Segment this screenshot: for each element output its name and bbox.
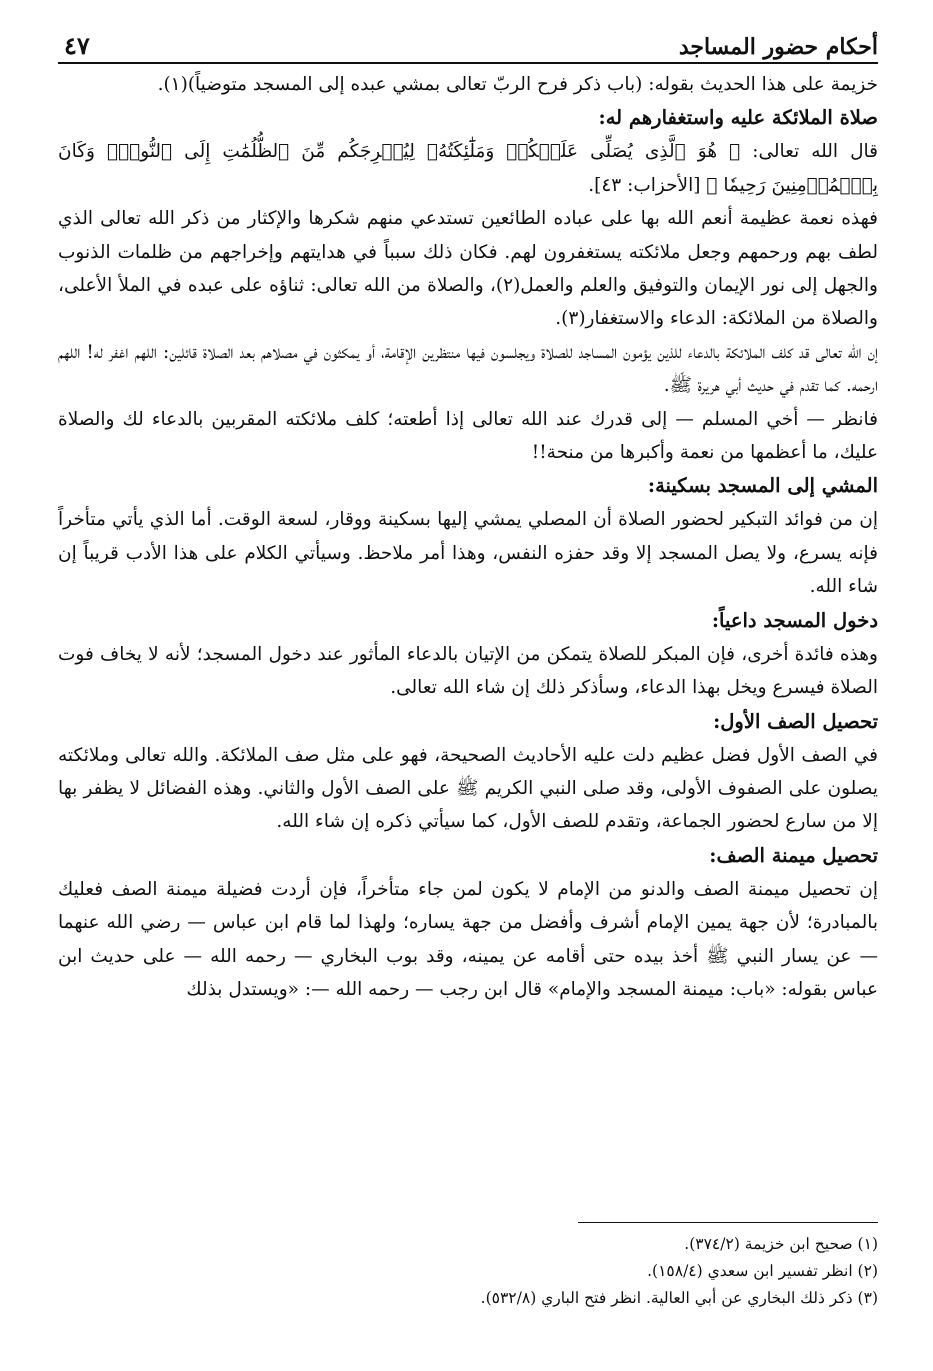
page-header bbox=[58, 22, 878, 64]
paragraph: فانظر — أخي المسلم — إلى قدرك عند الله تعالى إذا أطعته؛ كلف ملائكته المقربين بالدعاء لك والصلاة عليك، ما أعظمها من نعمة وأكبرها من منحة!! bbox=[58, 408, 878, 464]
paragraph: إن الله تعالى قد كلف الملائكة بالدعاء للذين يؤمون المساجد للصلاة ويجلسون فيها منتظرين الإقامة، أو يمكثون في مصلاهم بعد الصلاة قائلين: اللهم اغفر له! اللهم ارحمه. كما تقدم في حديث أبي هريرة ﷺ. bbox=[58, 341, 878, 397]
paragraph: فهذه نعمة عظيمة أنعم الله بها على عباده الطائعين تستدعي منهم شكرها والإكثار من ذكر الله تعالى الذي لطف بهم ورحمهم وجعل ملائكته يستغفرون لهم. فكان ذلك سبباً في هدايتهم وإخراجهم من ظلمات الذنوب والجهل إلى نور الإيمان والتوفيق والعلم والعمل(٢)، والصلاة من الله تعالى: ثناؤه على عبده في الملأ الأعلى، والصلاة من الملائكة: الدعاء والاستغفار(٣). bbox=[58, 208, 878, 330]
footnote: (٢) انظر تفسير ابن سعدي (١٥٨/٤). bbox=[647, 1262, 878, 1280]
footnotes bbox=[58, 1222, 878, 1312]
paragraph: إن من فوائد التبكير لحضور الصلاة أن المصلي يمشي إليها بسكينة ووقار، لسعة الوقت. أما الذي يأتي متأخراً فإنه يسرع، ولا يصل المسجد إلا وقد حفزه النفس، وهذا أمر ملاحظ. وسيأتي الكلام على هذا الأدب قريباً إن شاء الله. bbox=[58, 509, 878, 598]
section-heading: المشي إلى المسجد بسكينة: bbox=[647, 474, 878, 498]
footnote: (٣) ذكر ذلك البخاري عن أبي العالية. انظر فتح الباري (٥٣٢/٨). bbox=[480, 1289, 878, 1307]
section-heading: تحصيل ميمنة الصف: bbox=[709, 843, 878, 867]
footnote: (١) صحيح ابن خزيمة (٣٧٤/٢). bbox=[684, 1235, 878, 1253]
book-page bbox=[58, 22, 878, 1006]
section-heading: دخول المسجد داعياً: bbox=[711, 608, 878, 632]
body-text bbox=[58, 68, 878, 1006]
paragraph: في الصف الأول فضل عظيم دلت عليه الأحاديث الصحيحة، فهو على مثل صف الملائكة. والله تعالى وملائكته يصلون على الصفوف الأولى، وقد صلى النبي الكريم ﷺ على الصف الأول والثاني. وهذه الفضائل لا يظفر بها إلا من سارع لحضور الجماعة، وتقدم للصف الأول، كما سيأتي ذكره إن شاء الله. bbox=[58, 744, 878, 833]
section-heading: تحصيل الصف الأول: bbox=[713, 709, 878, 733]
paragraph: خزيمة على هذا الحديث بقوله: (باب ذكر فرح الربّ تعالى بمشي عبده إلى المسجد متوضياً)(١). bbox=[157, 74, 878, 95]
quran-verse: قال الله تعالى: ﴿ هُوَ ٱلَّذِى يُصَلِّى عَلَيۡكُمۡ وَمَلَٰٓئِكَتُهُۥ لِيُخۡرِجَكُم مِّنَ ٱلظُّلُمَٰتِ إِلَى ٱلنُّورِۚ وَكَانَ بِٱلۡمُؤۡمِنِينَ رَحِيمٗا ﴾ [الأحزاب: ٤٣]. bbox=[58, 141, 878, 196]
page-number: ٤٧ bbox=[64, 31, 90, 60]
paragraph: إن تحصيل ميمنة الصف والدنو من الإمام لا يكون لمن جاء متأخراً، فإن أردت فضيلة ميمنة الصف فعليك بالمبادرة؛ لأن جهة يمين الإمام أشرف وأفضل من جهة يساره؛ ولهذا لما قام ابن عباس — رضي الله عنهما — عن يسار النبي ﷺ أخذ بيده حتى أقامه عن يمينه، وقد بوب البخاري — رحمه الله — على حديث ابن عباس بقوله: «باب: ميمنة المسجد والإمام» قال ابن رجب — رحمه الله —: «ويستدل بذلك bbox=[58, 878, 878, 1000]
section-heading: صلاة الملائكة عليه واستغفارهم له: bbox=[598, 106, 878, 130]
paragraph: وهذه فائدة أخرى، فإن المبكر للصلاة يتمكن من الإتيان بالدعاء المأثور عند دخول المسجد؛ لأنه لا يخاف فوت الصلاة فيسرع ويخل بهذا الدعاء، وسأذكر ذلك إن شاء الله تعالى. bbox=[58, 643, 878, 699]
running-title: أحكام حضور المساجد bbox=[678, 34, 878, 60]
footnote-divider bbox=[578, 1222, 878, 1223]
